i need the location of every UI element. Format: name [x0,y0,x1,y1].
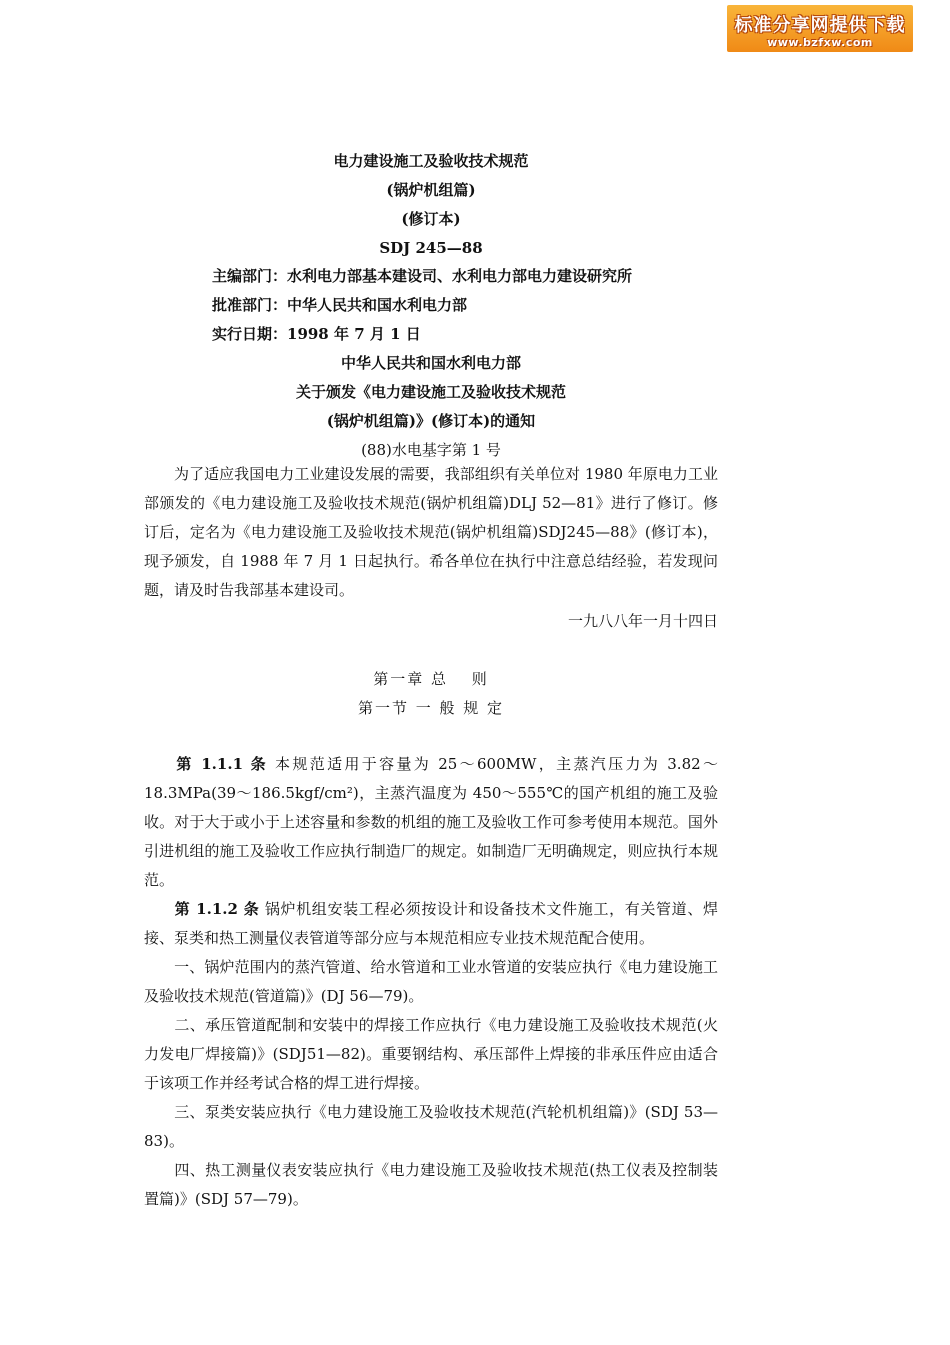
section-title: 第一节 一 般 规 定 [357,699,505,717]
notice-body-text: 为了适应我国电力工业建设发展的需要，我部组织有关单位对 1980 年原电力工业部颁发的《电力建设施工及验收技术规范(锅炉机组篇)DLJ 52—81》进行了修订。修订后，定名为《电力建设施工及验收技术规范(锅炉机组篇)SDJ245—88》(修订本)，现予颁发，自 1988 年 7 月 1 日起执行。希各单位在执行中注意总结经验，若发现问题，请及时告我部基本建设司。 [144,465,718,599]
approval-department: 批准部门：中华人民共和国水利电力部 [212,296,468,314]
effective-date: 实行日期：1998 年 7 月 1 日 [212,325,421,343]
list-item-text: 三、泵类安装应执行《电力建设施工及验收技术规范(汽轮机机组篇)》(SDJ 53—83)。 [144,1103,718,1150]
chapter-title: 第一章 总 则 [373,670,489,688]
clause-label: 第 1.1.1 条 [174,755,268,773]
download-banner[interactable] [727,5,913,52]
banner-url[interactable]: www.bzfxw.com [767,36,873,49]
document-title: 电力建设施工及验收技术规范 [333,152,529,170]
list-item-text: 四、热工测量仪表安装应执行《电力建设施工及验收技术规范(热工仪表及控制装置篇)》(SDJ 57—79)。 [144,1161,718,1208]
clause-1-1-1 [144,750,718,895]
notice-document-number: (88)水电基字第 1 号 [361,441,501,459]
list-item-2 [144,1011,718,1098]
banner-title: 标准分享网提供下载 [734,15,906,36]
clause-label: 第 1.1.2 条 [174,900,260,918]
notice-title-line1: 关于颁发《电力建设施工及验收技术规范 [295,383,566,401]
list-item-1 [144,953,718,1011]
list-item-4 [144,1156,718,1214]
document-subtitle: (锅炉机组篇) [386,181,476,199]
document-code: SDJ 245—88 [379,239,483,257]
list-item-text: 一、锅炉范围内的蒸汽管道、给水管道和工业水管道的安装应执行《电力建设施工及验收技术规范(管道篇)》(DJ 56—79)。 [144,958,718,1005]
list-item-text: 二、承压管道配制和安装中的焊接工作应执行《电力建设施工及验收技术规范(火力发电厂焊接篇)》(SDJ51—82)。重要钢结构、承压部件上焊接的非承压件应由适合于该项工作并经考试合格的焊工进行焊接。 [144,1016,718,1092]
notice-issuer: 中华人民共和国水利电力部 [340,354,521,372]
document-edition: (修订本) [401,210,461,228]
notice-title-line2: (锅炉机组篇)》(修订本)的通知 [326,412,536,430]
list-item-3 [144,1098,718,1156]
clause-1-1-2 [144,895,718,953]
clause-text: 锅炉机组安装工程必须按设计和设备技术文件施工，有关管道、焊接、泵类和热工测量仪表管道等部分应与本规范相应专业技术规范配合使用。 [144,900,718,947]
editor-department: 主编部门：水利电力部基本建设司、水利电力部电力建设研究所 [212,267,633,285]
notice-body [144,460,718,605]
notice-date: 一九八八年一月十四日 [567,612,718,630]
clause-text: 本规范适用于容量为 25～600MW，主蒸汽压力为 3.82～18.3MPa(39～186.5kgf/cm²)，主蒸汽温度为 450～555℃的国产机组的施工及验收。对于大于或小于上述容量和参数的机组的施工及验收工作可参考使用本规范。国外引进机组的施工及验收工作应执行制造厂的规定。如制造厂无明确规定，则应执行本规范。 [144,755,719,889]
